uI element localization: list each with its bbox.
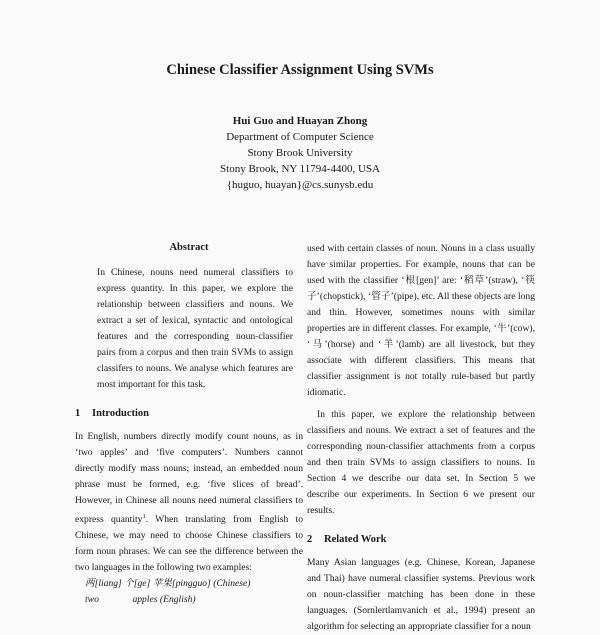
author-block xyxy=(0,113,600,193)
affiliation-department: Department of Computer Science xyxy=(226,131,374,143)
affiliation-university: Stony Brook University xyxy=(247,147,353,159)
footnote-marker: 1 xyxy=(142,513,146,520)
paper-title: Chinese Classifier Assignment Using SVMs xyxy=(166,62,434,78)
intro-text-part1: In English, numbers directly modify count nouns, as in ‘two apples’ and ‘five computers’. Numbers cannot directly modify mass nouns; instead, an embedded noun phrase must be formed, e.g. ‘five slices of bread’. However, in Chinese all nouns need numeral classifiers to express quantity xyxy=(75,431,303,526)
abstract-text: In Chinese, nouns need numeral classifiers to express quantity. In this paper, we explore the relationship between classifiers and nouns. We extract a set of lexical, syntactic and ontological features and the corresponding noun-classifier pairs from a corpus and then train SVMs to assign classifers to nouns. We analyse which features are most important for this task. xyxy=(97,267,293,390)
right-column xyxy=(307,241,535,635)
section-title: Introduction xyxy=(92,408,149,419)
example-chinese: 两[liang] 个[ge] 苹果[pingguo] (Chinese) xyxy=(85,578,251,590)
introduction-heading xyxy=(75,407,303,421)
related-work-heading xyxy=(307,533,535,547)
abstract-heading: Abstract xyxy=(169,242,209,253)
section-title: Related Work xyxy=(324,534,387,545)
related-work-paragraph: Many Asian languages (e.g. Chinese, Korean, Japanese and Thai) have numeral classifier systems. Previous work on noun-classifier matching has been done in these languages. (Sornlertlamvanich et al., 1994) present an algorithm for selecting an appropriate classifier for a noun xyxy=(307,557,535,632)
author-names: Hui Guo and Huayan Zhong xyxy=(232,115,368,127)
example-english: two apples (English) xyxy=(85,594,196,606)
affiliation-email: {huguo, huayan}@cs.sunysb.edu xyxy=(226,179,374,191)
classes-paragraph: used with certain classes of noun. Nouns in a class usually have similar properties. For example, nouns that can be used with the classifier ‘根[gen]’ are: ‘稻草’(straw), ‘筷子’(chopstick), ‘管子’(pipe), etc. All these objects are long and thin. However, sometimes nouns with similar properties are in different classes. For example, ‘牛’(cow), ‘马’(horse) and ‘羊’(lamb) are all livestock, but they associate with different classifiers. This means that classifier assignment is not totally rule-based but partly idiomatic. xyxy=(307,243,535,398)
intro-text-part2: . When translating from English to Chinese, we may need to choose Chinese classifiers to form noun phrases. We can see the difference between the two languages in the following two examples: xyxy=(75,514,303,574)
section-number: 1 xyxy=(75,408,81,419)
contributions-paragraph: In this paper, we explore the relationship between classifiers and nouns. We extract a set of features and the corresponding noun-classifier attachments from a corpus and then train SVMs to assign classifiers to nouns. In Section 4 we describe our data set. In Section 5 we describe our experiments. In Section 6 we present our results. xyxy=(307,409,535,516)
introduction-paragraph xyxy=(75,429,303,576)
affiliation-address: Stony Brook, NY 11794-4400, USA xyxy=(220,163,380,175)
left-column xyxy=(75,241,303,608)
section-number: 2 xyxy=(307,534,313,545)
